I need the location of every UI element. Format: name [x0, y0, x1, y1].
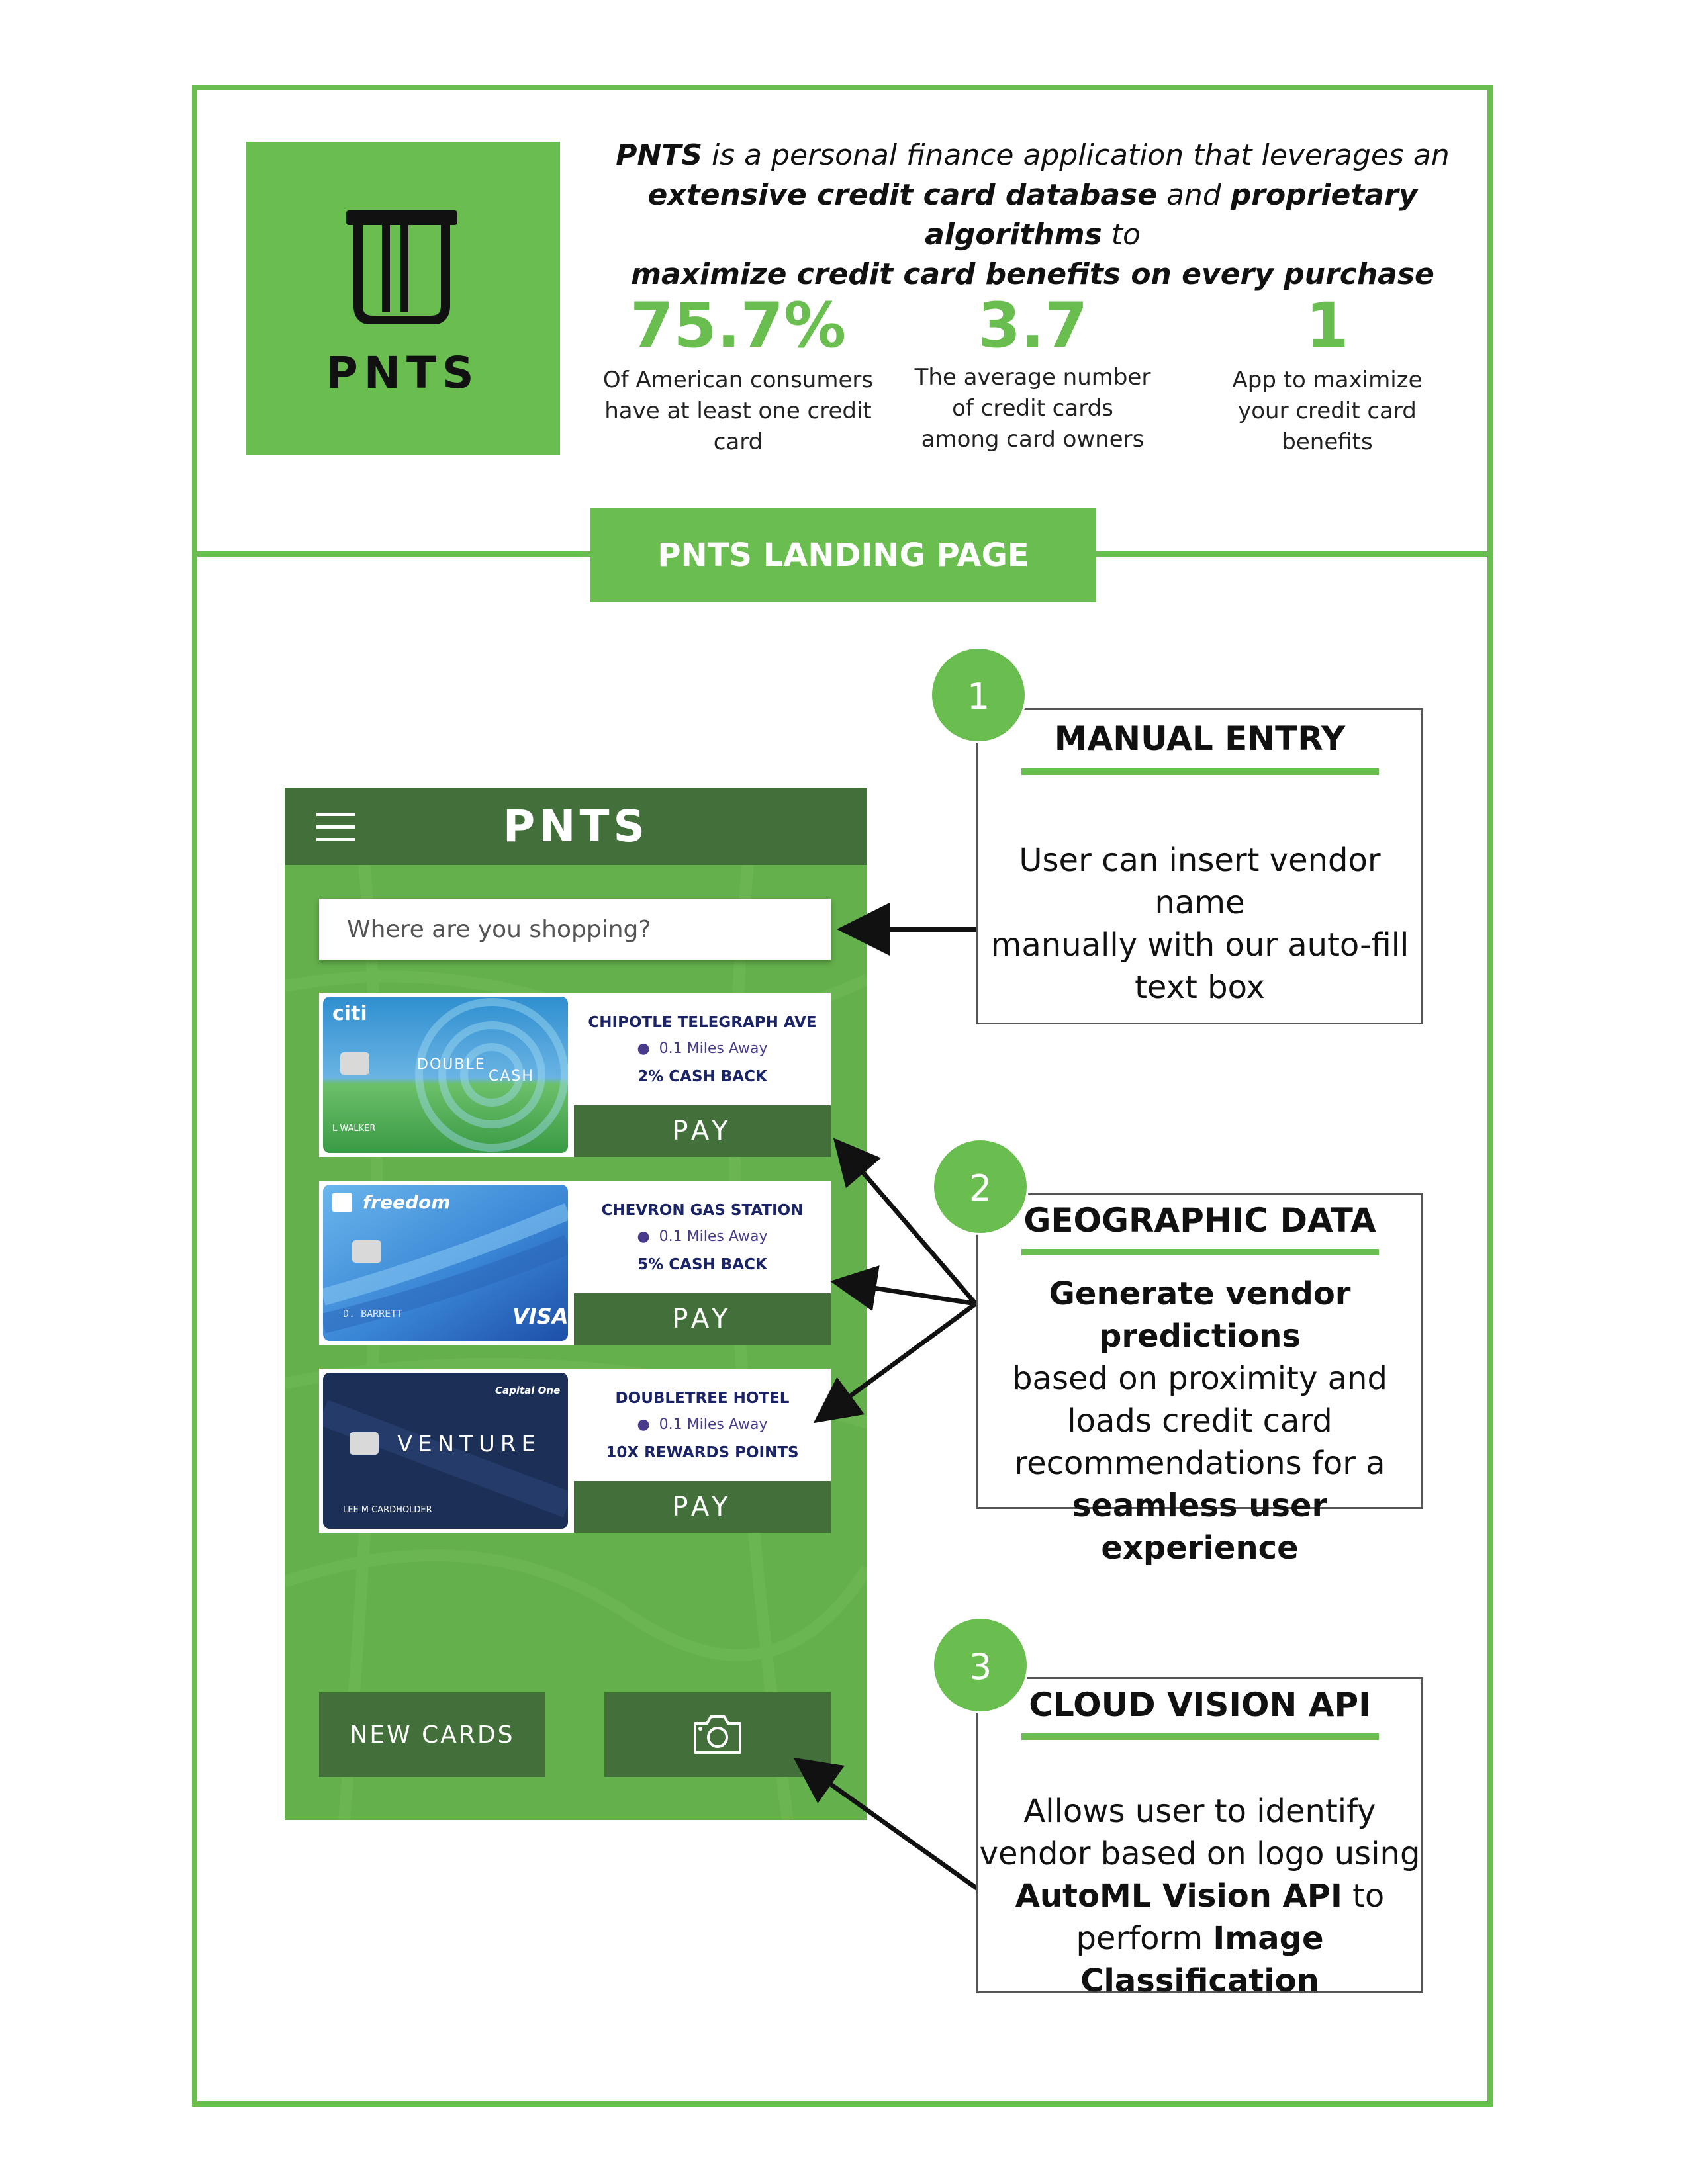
app-title: PNTS: [502, 801, 649, 852]
arrow-geo-card-3: [821, 1304, 976, 1418]
stat-description: App to maximize your credit card benefits: [1232, 367, 1423, 455]
reward-rate: 5% CASH BACK: [637, 1256, 767, 1273]
vendor-name: CHEVRON GAS STATION: [601, 1202, 804, 1219]
card-issuer: citi: [332, 1002, 367, 1025]
reward-rate: 2% CASH BACK: [637, 1068, 767, 1085]
card-product: VENTURE: [397, 1431, 541, 1457]
card-issuer: Capital One: [495, 1385, 561, 1396]
callout-title: MANUAL ENTRY: [1054, 719, 1346, 758]
intro-text: PNTS is a personal finance application that leverages an extensive credit card database and proprietary algorithms to maximize credit card benefits on every purchase: [616, 138, 1450, 291]
callout-geographic-data: [976, 1193, 1423, 1567]
stat-value: 3.7: [977, 290, 1088, 362]
callout-body: Generate vendor predictions based on proximity and loads credit card recommendations for a seamless user experience: [1012, 1275, 1387, 1567]
arrow-cloud-vision: [801, 1763, 985, 1894]
vendor-distance: ● 0.1 Miles Away: [637, 1228, 768, 1245]
logo-wordmark: PNTS: [326, 347, 480, 398]
card-product: DOUBLE: [417, 1056, 486, 1073]
location-pin-icon: ●: [637, 1228, 650, 1245]
callout-title: GEOGRAPHIC DATA: [1023, 1201, 1376, 1240]
card-holder: L WALKER: [332, 1124, 376, 1134]
callout-underline: [1021, 1733, 1379, 1740]
location-pin-icon: ●: [637, 1040, 650, 1057]
section-title: PNTS LANDING PAGE: [590, 508, 1096, 602]
stat-value: 1: [1305, 290, 1349, 362]
arrow-geo-card-2: [839, 1283, 976, 1304]
pay-button[interactable]: PAY: [574, 1105, 831, 1157]
card-holder: D. BARRETT: [343, 1308, 403, 1320]
callout-cloud-vision: [976, 1677, 1423, 1999]
step-badge-3: 3: [932, 1617, 1029, 1713]
card-network: VISA: [512, 1304, 568, 1329]
new-cards-button[interactable]: NEW CARDS: [319, 1692, 545, 1777]
vendor-distance: ● 0.1 Miles Away: [637, 1040, 768, 1057]
vendor-name: CHIPOTLE TELEGRAPH AVE: [588, 1014, 817, 1031]
card-holder: LEE M CARDHOLDER: [343, 1505, 432, 1515]
callout-body: User can insert vendor name manually with our auto-fill text box: [990, 842, 1409, 1006]
step-badge-1: 1: [930, 647, 1027, 743]
card-issuer: freedom: [363, 1191, 451, 1213]
reward-rate: 10X REWARDS POINTS: [606, 1444, 799, 1461]
stat-description: The average number of credit cards among card owners: [914, 364, 1151, 453]
card-product: CASH: [489, 1068, 534, 1085]
callout-manual-entry: [976, 708, 1423, 1024]
callout-underline: [1021, 1249, 1379, 1255]
stat-description: Of American consumers have at least one credit card: [602, 367, 874, 455]
pay-button[interactable]: PAY: [574, 1481, 831, 1533]
callout-underline: [1021, 768, 1379, 775]
pay-button[interactable]: PAY: [574, 1293, 831, 1345]
stat-value: 75.7%: [630, 290, 847, 362]
step-badge-2: 2: [932, 1138, 1029, 1235]
vendor-name: DOUBLETREE HOTEL: [615, 1390, 790, 1407]
vendor-distance: ● 0.1 Miles Away: [637, 1416, 768, 1433]
callout-title: CLOUD VISION API: [1029, 1686, 1371, 1724]
callout-body: Allows user to identify vendor based on logo using AutoML Vision API to perform Image Classification: [979, 1793, 1421, 1999]
location-pin-icon: ●: [637, 1416, 650, 1433]
